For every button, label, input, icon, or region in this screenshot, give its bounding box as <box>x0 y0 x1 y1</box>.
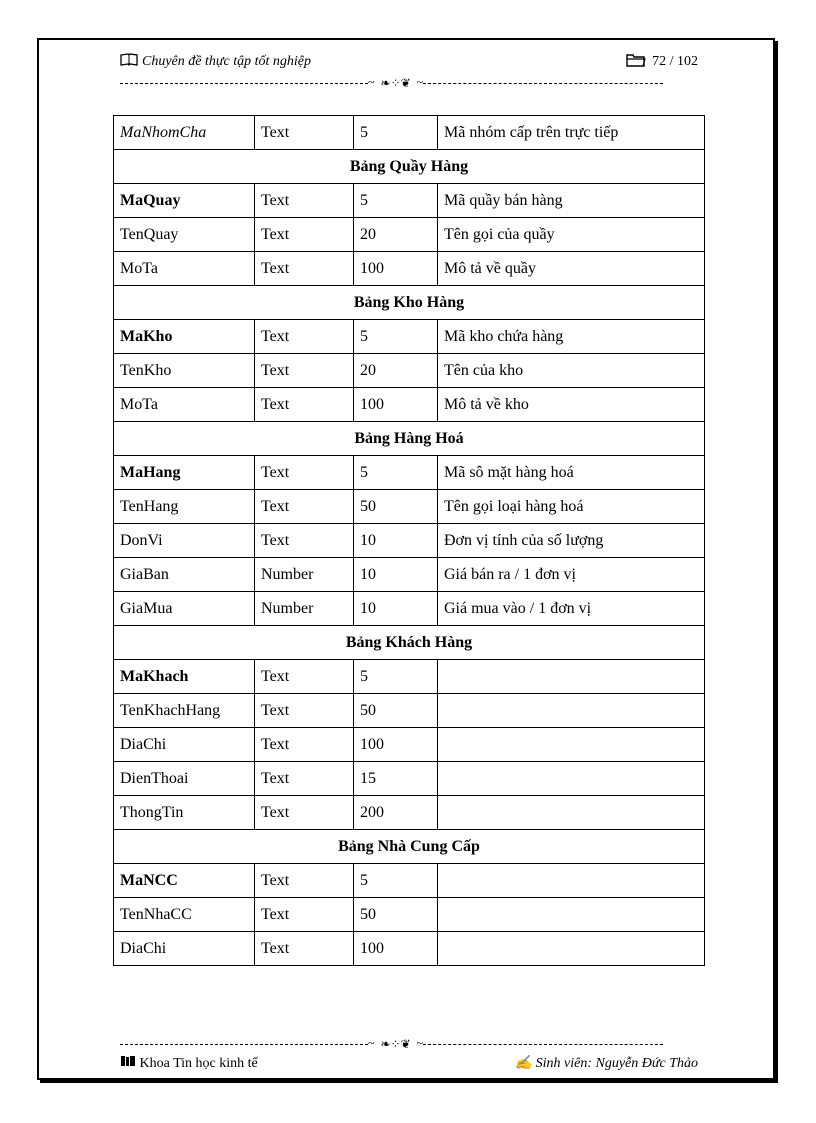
folder-icon <box>626 53 646 72</box>
field-description-cell <box>438 796 705 830</box>
field-type-cell: Text <box>255 864 354 898</box>
field-description-cell: Mã sô mặt hàng hoá <box>438 456 705 490</box>
field-size-cell: 100 <box>354 728 438 762</box>
header-title: Chuyên đề thực tập tốt nghiệp <box>142 54 311 69</box>
field-name-cell: DiaChi <box>114 728 255 762</box>
field-size-cell: 15 <box>354 762 438 796</box>
field-size-cell: 5 <box>354 660 438 694</box>
pen-icon: ✍ <box>514 1055 533 1071</box>
field-size-cell: 5 <box>354 184 438 218</box>
field-name-cell: TenKhachHang <box>114 694 255 728</box>
field-description-cell: Tên gọi của quầy <box>438 218 705 252</box>
header-ornament: ❧⁘❦ <box>380 76 411 91</box>
table-row <box>114 694 705 728</box>
table-row <box>114 388 705 422</box>
field-type-cell: Number <box>255 592 354 626</box>
field-type-cell: Text <box>255 660 354 694</box>
table-row <box>114 558 705 592</box>
field-size-cell: 50 <box>354 490 438 524</box>
table-row <box>114 490 705 524</box>
field-description-cell: Tên gọi loại hàng hoá <box>438 490 705 524</box>
field-description-cell: Tên của kho <box>438 354 705 388</box>
book-icon <box>120 53 138 72</box>
header-separator: ~ ❧⁘❦ ~ <box>120 75 686 90</box>
field-name-cell: ThongTin <box>114 796 255 830</box>
field-size-cell: 50 <box>354 694 438 728</box>
field-name-cell: TenHang <box>114 490 255 524</box>
table-section-row <box>114 830 705 864</box>
field-type-cell: Text <box>255 694 354 728</box>
section-title: Bảng Nhà Cung Cấp <box>114 830 705 864</box>
field-type-cell: Text <box>255 728 354 762</box>
field-size-cell: 20 <box>354 354 438 388</box>
field-size-cell: 200 <box>354 796 438 830</box>
field-type-cell: Text <box>255 252 354 286</box>
field-description-cell: Mô tả về quầy <box>438 252 705 286</box>
section-title: Bảng Kho Hàng <box>114 286 705 320</box>
table-section-row <box>114 626 705 660</box>
footer-separator: ~ ❧⁘❦ ~ <box>120 1036 686 1051</box>
table-row <box>114 184 705 218</box>
field-name-cell: MaNCC <box>114 864 255 898</box>
field-description-cell: Mô tả về kho <box>438 388 705 422</box>
field-size-cell: 10 <box>354 558 438 592</box>
field-name-cell: MaKhach <box>114 660 255 694</box>
field-name-cell: MaNhomCha <box>114 116 255 150</box>
field-name-cell: GiaMua <box>114 592 255 626</box>
table-row <box>114 252 705 286</box>
field-description-cell <box>438 864 705 898</box>
field-size-cell: 20 <box>354 218 438 252</box>
field-type-cell: Number <box>255 558 354 592</box>
table-row <box>114 762 705 796</box>
field-description-cell: Mã kho chứa hàng <box>438 320 705 354</box>
field-description-cell <box>438 660 705 694</box>
table-row <box>114 660 705 694</box>
field-spec-table <box>113 115 705 966</box>
field-type-cell: Text <box>255 898 354 932</box>
table-row <box>114 320 705 354</box>
field-description-cell: Mã nhóm cấp trên trực tiếp <box>438 116 705 150</box>
field-size-cell: 100 <box>354 252 438 286</box>
field-name-cell: MaQuay <box>114 184 255 218</box>
table-section-row <box>114 286 705 320</box>
table-row <box>114 932 705 966</box>
table-row <box>114 796 705 830</box>
page-number: 72 / 102 <box>652 54 698 69</box>
field-name-cell: GiaBan <box>114 558 255 592</box>
field-name-cell: DienThoai <box>114 762 255 796</box>
field-type-cell: Text <box>255 490 354 524</box>
field-type-cell: Text <box>255 184 354 218</box>
field-name-cell: DiaChi <box>114 932 255 966</box>
section-title: Bảng Khách Hàng <box>114 626 705 660</box>
footer-faculty: Khoa Tin học kinh tế <box>139 1055 258 1071</box>
section-title: Bảng Quầy Hàng <box>114 150 705 184</box>
field-description-cell: Đơn vị tính của số lượng <box>438 524 705 558</box>
field-type-cell: Text <box>255 762 354 796</box>
footer-student-group <box>515 1055 698 1072</box>
field-description-cell <box>438 728 705 762</box>
field-size-cell: 5 <box>354 864 438 898</box>
header-page-group <box>626 53 698 72</box>
field-size-cell: 10 <box>354 592 438 626</box>
field-type-cell: Text <box>255 388 354 422</box>
field-type-cell: Text <box>255 524 354 558</box>
field-name-cell: MoTa <box>114 252 255 286</box>
field-description-cell: Giá bán ra / 1 đơn vị <box>438 558 705 592</box>
field-description-cell <box>438 932 705 966</box>
header-title-group <box>120 53 311 72</box>
field-size-cell: 5 <box>354 320 438 354</box>
table-row <box>114 116 705 150</box>
field-name-cell: DonVi <box>114 524 255 558</box>
field-size-cell: 100 <box>354 932 438 966</box>
field-size-cell: 5 <box>354 116 438 150</box>
field-name-cell: TenNhaCC <box>114 898 255 932</box>
field-size-cell: 10 <box>354 524 438 558</box>
field-type-cell: Text <box>255 456 354 490</box>
table-row <box>114 592 705 626</box>
field-type-cell: Text <box>255 354 354 388</box>
field-size-cell: 5 <box>354 456 438 490</box>
field-type-cell: Text <box>255 796 354 830</box>
field-name-cell: MaHang <box>114 456 255 490</box>
table-section-row <box>114 422 705 456</box>
field-type-cell: Text <box>255 320 354 354</box>
footer-ornament: ❧⁘❦ <box>380 1037 411 1052</box>
field-name-cell: TenKho <box>114 354 255 388</box>
table-row <box>114 524 705 558</box>
footer-faculty-group <box>120 1055 258 1072</box>
books-icon <box>120 1055 136 1072</box>
field-size-cell: 100 <box>354 388 438 422</box>
field-description-cell: Mã quầy bán hàng <box>438 184 705 218</box>
table-row <box>114 898 705 932</box>
page-header <box>120 52 698 72</box>
table-row <box>114 864 705 898</box>
field-name-cell: MoTa <box>114 388 255 422</box>
page-footer <box>120 1053 698 1073</box>
field-description-cell <box>438 694 705 728</box>
table-row <box>114 456 705 490</box>
field-type-cell: Text <box>255 218 354 252</box>
field-description-cell: Giá mua vào / 1 đơn vị <box>438 592 705 626</box>
table-row <box>114 218 705 252</box>
table-row <box>114 354 705 388</box>
table-row <box>114 728 705 762</box>
field-type-cell: Text <box>255 116 354 150</box>
footer-student: Sinh viên: Nguyễn Đức Thảo <box>535 1055 698 1071</box>
field-name-cell: TenQuay <box>114 218 255 252</box>
field-description-cell <box>438 762 705 796</box>
section-title: Bảng Hàng Hoá <box>114 422 705 456</box>
field-description-cell <box>438 898 705 932</box>
field-type-cell: Text <box>255 932 354 966</box>
table-section-row <box>114 150 705 184</box>
field-name-cell: MaKho <box>114 320 255 354</box>
field-size-cell: 50 <box>354 898 438 932</box>
